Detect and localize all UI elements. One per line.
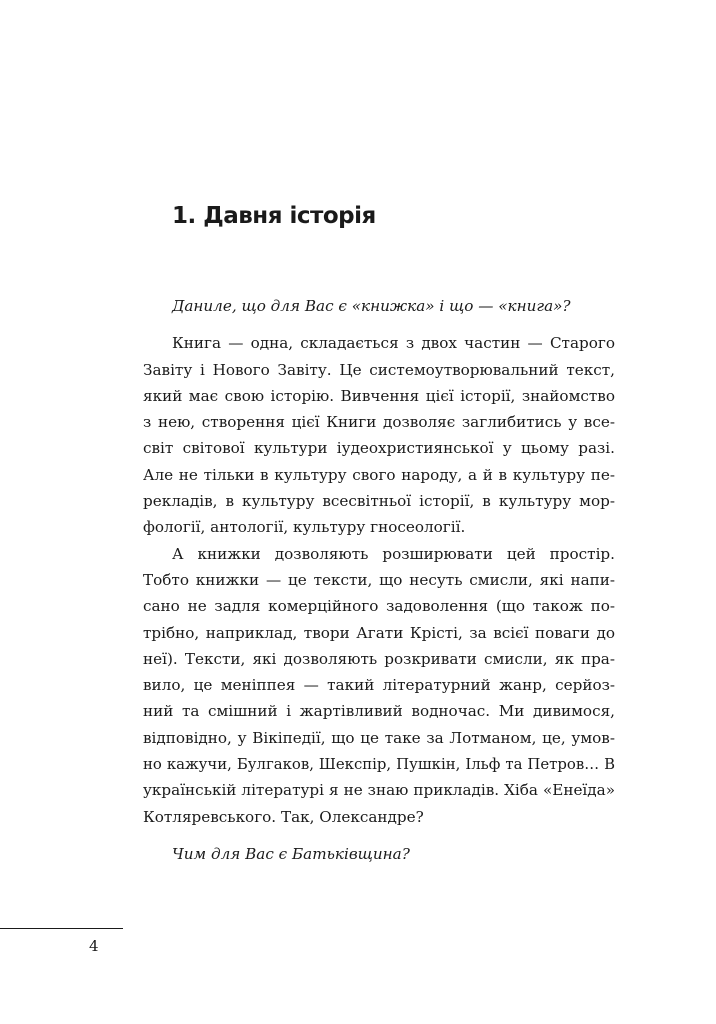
answer-paragraph-2	[143, 541, 615, 830]
page-body	[143, 293, 615, 867]
interview-question: Чим для Вас є Батьківщина?	[172, 844, 410, 863]
text-line: рекладів, в культуру всесвітньої історії, в культуру мор-	[143, 492, 615, 511]
text-line: ний та смішний і жартівливий водночас. Ми дивимося,	[143, 702, 615, 721]
footer-rule	[0, 928, 123, 929]
text-line: Тобто книжки — це тексти, що несуть смисли, які напи-	[143, 570, 615, 589]
answer-paragraph-1	[143, 330, 615, 540]
text-line: відповідно, у Вікіпедії, що це таке за Лотманом, це, умов-	[143, 728, 615, 747]
text-line: трібно, наприклад, твори Агати Крісті, за всієї поваги до	[143, 623, 615, 642]
text-line: з нею, створення цієї Книги дозволяє заглибитись у все-	[143, 413, 615, 432]
text-line: Але не тільки в культуру свого народу, а й в культуру пе-	[143, 465, 615, 484]
text-line: фології, антології, культуру гносеології.	[143, 518, 466, 537]
text-line: но кажучи, Булгаков, Шекспір, Пушкін, Ільф та Петров… В	[143, 755, 615, 774]
text-line: неї). Тексти, які дозволяють розкривати смисли, як пра-	[143, 649, 615, 668]
text-line: Книга — одна, складається з двох частин — Старого	[172, 334, 615, 353]
text-line: А книжки дозволяють розширювати цей простір.	[172, 544, 615, 563]
text-line: який має свою історію. Вивчення цієї історії, знайомство	[143, 386, 615, 405]
text-line: українській літературі я не знаю прикладів. Хіба «Енеїда»	[143, 781, 615, 800]
text-line: Котляревського. Так, Олександре?	[143, 807, 424, 826]
text-line: світ світової культури іудеохристиянської у цьому разі.	[143, 439, 615, 458]
text-line: Завіту і Нового Завіту. Це системоутворювальний текст,	[143, 360, 615, 379]
text-line: вило, це меніппея — такий літературний жанр, серйоз-	[143, 676, 615, 695]
text-line: сано не задля комерційного задоволення (що також по-	[143, 597, 615, 616]
chapter-title: 1. Давня історія	[172, 203, 376, 229]
interview-question: Даниле, що для Вас є «книжка» і що — «книга»?	[172, 297, 571, 315]
paragraph-gap	[143, 319, 615, 330]
paragraph-gap	[143, 830, 615, 841]
page-number: 4	[89, 937, 99, 955]
